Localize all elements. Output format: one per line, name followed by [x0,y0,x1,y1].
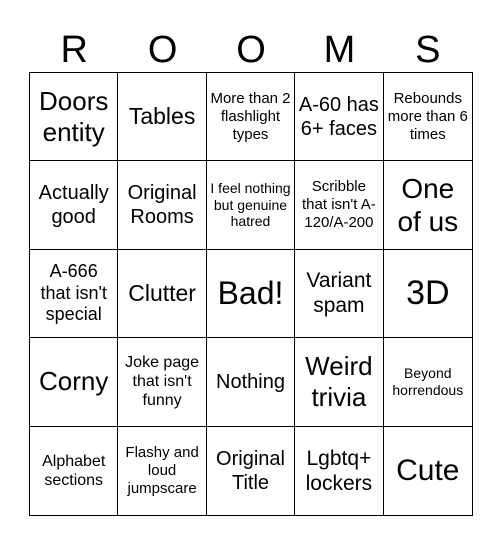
bingo-cell[interactable]: A-60 has 6+ faces [295,73,383,161]
bingo-board [29,72,473,516]
header-letter: O [236,29,266,71]
bingo-cell[interactable]: Rebounds more than 6 times [384,73,472,161]
bingo-cell[interactable]: Joke page that isn't funny [118,338,206,426]
bingo-cell[interactable]: Corny [30,338,118,426]
bingo-header [30,22,472,72]
bingo-cell[interactable]: Tables [118,73,206,161]
bingo-cell[interactable]: Flashy and loud jumpscare [118,427,206,515]
bingo-cell[interactable]: Alphabet sections [30,427,118,515]
bingo-cell[interactable]: Nothing [207,338,295,426]
bingo-cell[interactable]: Actually good [30,161,118,249]
bingo-cell[interactable]: Beyond horrendous [384,338,472,426]
bingo-cell[interactable]: Doors entity [30,73,118,161]
header-letter: R [60,29,88,71]
bingo-cell[interactable]: Lgbtq+ lockers [295,427,383,515]
header-letter: M [323,29,356,71]
bingo-cell[interactable]: I feel nothing but genuine hatred [207,161,295,249]
bingo-cell[interactable]: Scribble that isn't A-120/A-200 [295,161,383,249]
header-letter: S [415,29,441,71]
bingo-cell[interactable]: Variant spam [295,250,383,338]
bingo-cell[interactable]: One of us [384,161,472,249]
bingo-cell[interactable]: Clutter [118,250,206,338]
bingo-cell[interactable]: Original Title [207,427,295,515]
bingo-cell[interactable]: Cute [396,453,460,487]
bingo-cell[interactable]: Weird trivia [295,338,383,426]
bingo-cell[interactable]: Original Rooms [118,161,206,249]
bingo-cell[interactable]: More than 2 flashlight types [207,73,295,161]
bingo-cell[interactable]: A-666 that isn't special [30,250,118,338]
bingo-cell[interactable]: Bad! [207,250,295,338]
header-letter: O [147,29,178,71]
bingo-cell[interactable]: 3D [384,250,472,338]
